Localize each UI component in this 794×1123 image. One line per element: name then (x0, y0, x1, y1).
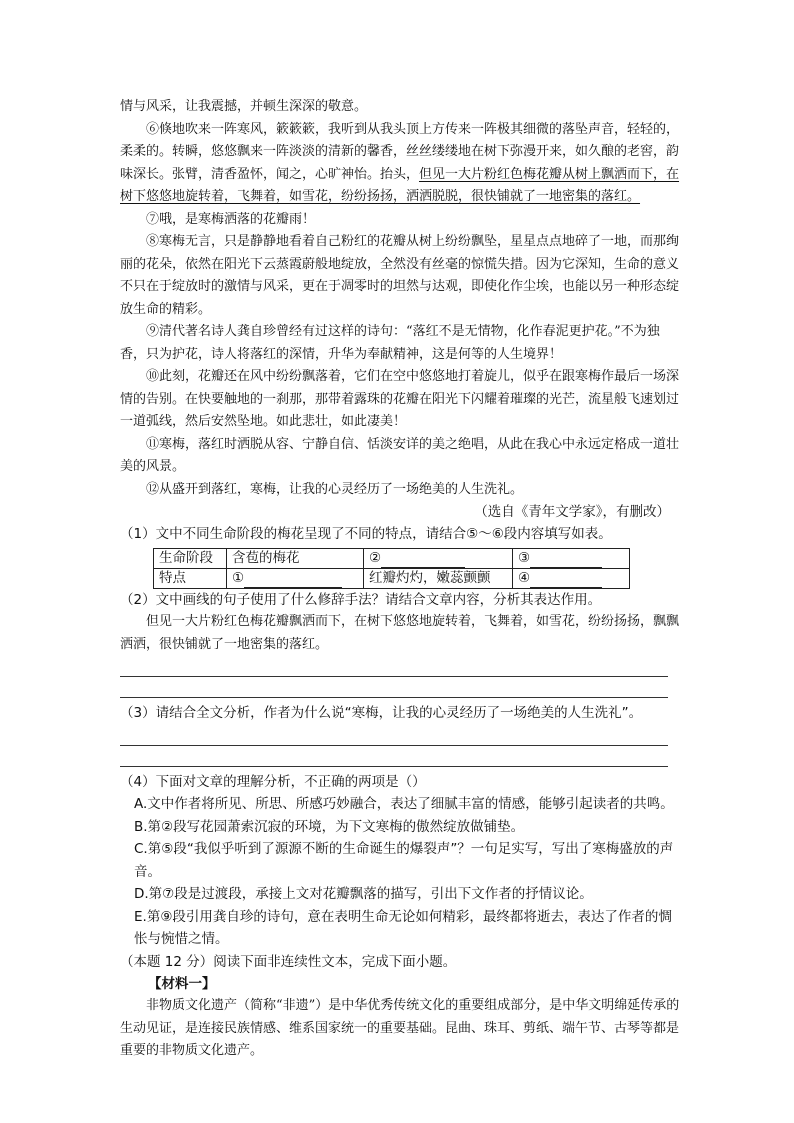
answer-line[interactable] (120, 677, 668, 698)
table-cell (227, 568, 364, 588)
answer-line[interactable] (120, 725, 668, 746)
table-cell (513, 548, 630, 568)
underlined-sentence: 但见一大片粉红色梅花瓣从树上飘洒而下，在树下悠悠地旋转着，飞舞着，如雪花，纷纷扬扬，洒洒脱脱，很快铺就了一地密集的落红。 (120, 166, 680, 204)
question-3: （3）请结合全文分析，作者为什么说“寒梅，让我的心灵经历了一场绝美的人生洗礼”。 (120, 705, 643, 721)
question-1: （1）文中不同生命阶段的梅花呈现了不同的特点，请结合⑤～⑥段内容填写如表。 (120, 526, 612, 542)
paragraph-6-text: ⑥倏地吹来一阵寒风，簌簌簌，我听到从我头顶上方传来一阵极其细微的落坠声音，轻轻的，柔柔的。转瞬，悠悠飘来一阵淡淡的清新的馨香，丝丝缕缕地在树下弥漫开来，如久酿的老窖，韵味深长。张臂，清香盈怀，闻之，心旷神怡。抬头， (120, 121, 680, 182)
content-area (120, 96, 680, 1063)
table-cell (513, 568, 630, 588)
option-d[interactable]: D.第⑦段是过渡段，承接上文对花瓣飘落的描写，引出下文作者的抒情议论。 (134, 886, 593, 902)
blank-label-1: ① (232, 569, 245, 586)
table-cell: 含苞的梅花 (227, 548, 364, 568)
next-section-intro: （本题 12 分）阅读下面非连续性文本，完成下面小题。 (120, 953, 457, 970)
table-cell: 红瓣灼灼，嫩蕊颤颤 (364, 568, 513, 588)
blank-label-4: ④ (518, 569, 531, 586)
option-c[interactable]: C.第⑤段“我似乎听到了源源不断的生命诞生的爆裂声”？一句足实写，写出了寒梅盛放的声音。 (134, 841, 674, 880)
table-cell: 生命阶段 (154, 548, 227, 568)
answer-line[interactable] (120, 656, 668, 677)
paragraph-9: ⑨清代著名诗人龚自珍曾经有过这样的诗句：“落红不是无情物，化作春泥更护花。”不为独香，只为护花，诗人将落红的深情，升华为奉献精神，这是何等的人生境界！ (120, 324, 660, 362)
answer-line[interactable] (120, 746, 668, 767)
paragraph-continued: 情与风采，让我震撼，并顿生深深的敬意。 (120, 99, 368, 114)
paragraph-11: ⑪寒梅，落红时洒脱从容、宁静自信、恬淡安详的美之绝唱，从此在我心中永远定格成一道壮美的风景。 (120, 436, 680, 474)
table-cell (364, 548, 513, 568)
question-2: （2）文中画线的句子使用了什么修辞手法？请结合文章内容，分析其表达作用。 (120, 591, 602, 608)
paragraph-10: ⑩此刻，花瓣还在风中纷纷飘落着，它们在空中悠悠地打着旋儿，似乎在跟寒梅作最后一场深情的告别。在快要触地的一刹那，那带着露珠的花瓣在阳光下闪耀着璀璨的光芒，流星般飞速划过一道弧线，然后安然坠地。如此悲壮，如此凄美！ (120, 369, 680, 429)
question-4: （4）下面对文章的理解分析，不正确的两项是（） (120, 773, 426, 790)
paragraph-8: ⑧寒梅无言，只是静静地看着自己粉红的花瓣从树上纷纷飘坠，星星点点地碎了一地，而那绚丽的花朵，依然在阳光下云蒸霞蔚般地绽放，全然没有丝毫的惊慌失措。因为它深知，生命的意义不只在于绽放时的激情与风采，更在于凋零时的坦然与达观，即使化作尘埃，也能以另一种形态绽放生命的精彩。 (120, 234, 680, 317)
paragraph-6 (120, 119, 680, 209)
answer-blank-1[interactable] (244, 572, 342, 588)
paragraph-12: ⑫从盛开到落红，寒梅，让我的心灵经历了一场绝美的人生洗礼。 (146, 481, 524, 497)
option-b[interactable]: B.第②段写花园萧索沉寂的环境，为下文寒梅的傲然绽放做铺垫。 (134, 818, 525, 835)
option-e[interactable]: E.第⑨段引用龚自珍的诗句，意在表明生命无论如何精彩，最终都将逝去，表达了作者的惆怅与惋惜之情。 (134, 908, 672, 947)
material-text: 非物质文化遗产（简称“非遗”）是中华优秀传统文化的重要组成部分，是中华文明绵延传承的生动见证，是连接民族情感、维系国家统一的重要基础。昆曲、珠耳、剪纸、端午节、古琴等都是重要的非物质文化遗产。 (120, 998, 680, 1058)
answer-blank-2[interactable] (381, 552, 465, 568)
stage-table (153, 548, 630, 589)
article-source: （选自《青年文学家》，有删改） (474, 504, 670, 520)
blank-label-2: ② (369, 549, 382, 566)
answer-blank-4[interactable] (530, 572, 602, 588)
table-cell: 特点 (154, 568, 227, 588)
table-row (154, 548, 630, 568)
material-title: 【材料一】 (148, 976, 216, 992)
table-row (154, 568, 630, 588)
answer-blank-3[interactable] (530, 552, 602, 568)
blank-label-3: ③ (518, 549, 531, 566)
paragraph-7: ⑦哦，是寒梅洒落的花瓣雨！ (146, 211, 316, 227)
option-a[interactable]: A.文中作者将所见、所思、所感巧妙融合，表达了细腻丰富的情感，能够引起读者的共鸣。 (134, 796, 674, 812)
question-2-quote: 但见一大片粉红色梅花瓣飘洒而下，在树下悠悠地旋转着，飞舞着，如雪花，纷纷扬扬，飘飘洒洒，很快铺就了一地密集的落红。 (120, 614, 680, 652)
